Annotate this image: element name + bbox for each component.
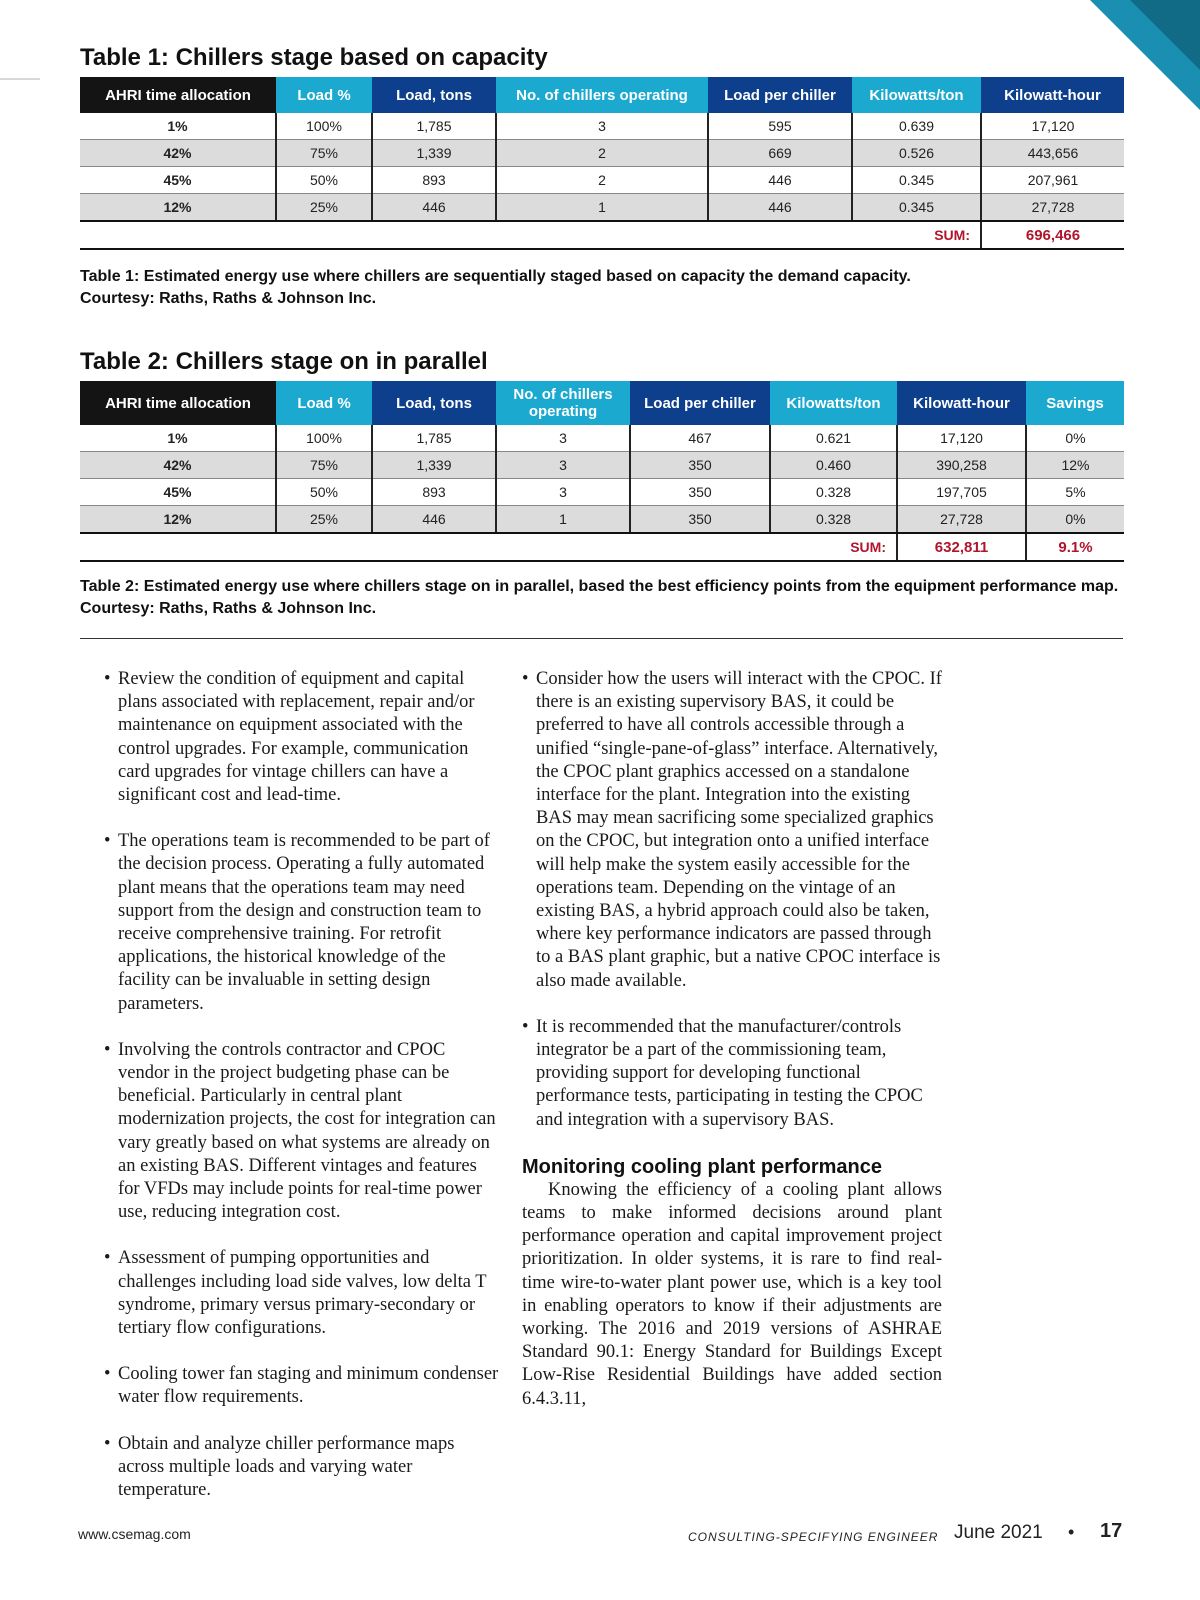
bullet-text: Review the condition of equipment and capital plans associated with replacement, repair and/or maintenance on equipment associated with the control upgrades. For example, communication card upgrades for vintage chillers can have a significant cost and lead-time.	[118, 669, 475, 806]
table1-caption	[80, 266, 1120, 310]
table1-col-header: Kilowatts/ton	[852, 77, 981, 113]
table-cell: 350	[630, 479, 770, 506]
table-cell: 446	[372, 506, 496, 534]
table-cell: 443,656	[981, 140, 1124, 167]
table-cell: 893	[372, 479, 496, 506]
table2-sum-row	[80, 533, 1124, 561]
table-row	[80, 167, 1124, 194]
table-cell: 0.328	[770, 479, 897, 506]
sum-savings: 9.1%	[1026, 533, 1124, 561]
table-cell: 0.460	[770, 452, 897, 479]
table-cell: 17,120	[897, 425, 1026, 452]
table-cell: 350	[630, 452, 770, 479]
table-cell: 467	[630, 425, 770, 452]
table-cell: 27,728	[981, 194, 1124, 222]
table2	[80, 381, 1124, 562]
table-cell: 42%	[80, 452, 276, 479]
table2-col-header: Load %	[276, 381, 372, 425]
table-cell: 5%	[1026, 479, 1124, 506]
table-cell: 12%	[80, 506, 276, 534]
table-cell: 100%	[276, 113, 372, 140]
table-row	[80, 113, 1124, 140]
table-cell: 1,339	[372, 452, 496, 479]
bullet-icon: •	[522, 1016, 529, 1037]
table-row	[80, 506, 1124, 534]
table-cell: 25%	[276, 506, 372, 534]
table1-col-header: Load per chiller	[708, 77, 852, 113]
corner-accent-dark	[1130, 0, 1200, 70]
sum-value: 632,811	[897, 533, 1026, 561]
footer-date: June 2021	[954, 1522, 1043, 1543]
table-row	[80, 194, 1124, 222]
section-divider	[80, 638, 1123, 639]
table2-col-header: Kilowatt-hour	[897, 381, 1026, 425]
bullet-icon: •	[104, 831, 111, 852]
bullet-item	[104, 1247, 499, 1340]
table1-sum-row	[80, 221, 1124, 249]
section-heading: Monitoring cooling plant performance	[522, 1155, 882, 1178]
table1-col-header: No. of chillers operating	[496, 77, 708, 113]
table-cell: 3	[496, 452, 630, 479]
table-cell: 1,785	[372, 425, 496, 452]
table2-col-header: AHRI time allocation	[80, 381, 276, 425]
table-cell: 42%	[80, 140, 276, 167]
table1-col-header: Load, tons	[372, 77, 496, 113]
table-cell: 3	[496, 113, 708, 140]
table2-col-header: Load, tons	[372, 381, 496, 425]
table-cell: 446	[372, 194, 496, 222]
bullet-item	[104, 1039, 499, 1225]
table-cell: 25%	[276, 194, 372, 222]
table1-caption-line1: Table 1: Estimated energy use where chillers are sequentially staged based on capacity the demand capacity.	[80, 268, 911, 285]
table-cell: 75%	[276, 140, 372, 167]
bullet-item	[104, 830, 499, 1016]
table-cell: 17,120	[981, 113, 1124, 140]
table-row	[80, 452, 1124, 479]
table1-col-header: Kilowatt-hour	[981, 77, 1124, 113]
table-cell: 0.526	[852, 140, 981, 167]
table2-col-header: No. of chillers operating	[496, 381, 630, 425]
table-cell: 2	[496, 167, 708, 194]
table-cell: 0%	[1026, 506, 1124, 534]
table2-col-header: Savings	[1026, 381, 1124, 425]
table1	[80, 77, 1124, 250]
bullet-icon: •	[522, 669, 529, 689]
table-cell: 3	[496, 425, 630, 452]
table1-caption-line2: Courtesy: Raths, Raths & Johnson Inc.	[80, 290, 377, 307]
table-cell: 0%	[1026, 425, 1124, 452]
bullet-item	[104, 1363, 499, 1409]
table-cell: 0.328	[770, 506, 897, 534]
bullet-text: Consider how the users will interact with the CPOC. If there is an existing supervisory BAS, it could be preferred to have all controls accessible through a unified “single-pane-of-glass” interface. Alternatively, the CPOC plant graphics accessed on a standalone interface for the plant. Integration into the existing BAS may mean sacrificing some specialized graphics on the CPOC, but integration onto a unified interface will help make the system easily accessible for the operations team. Depending on the vintage of an existing BAS, a hybrid approach could also be taken, where key performance indicators are passed through to a BAS plant graphic, but a native CPOC interface is also made available.	[536, 669, 942, 991]
bullet-item	[522, 1016, 942, 1132]
bullet-text: Cooling tower fan staging and minimum condenser water flow requirements.	[118, 1364, 499, 1408]
table-cell: 27,728	[897, 506, 1026, 534]
table-cell: 12%	[1026, 452, 1124, 479]
bullet-item	[522, 668, 942, 993]
table2-header-row	[80, 381, 1124, 425]
table2-col-header: Kilowatts/ton	[770, 381, 897, 425]
page-number: 17	[1100, 1520, 1123, 1542]
table-row	[80, 425, 1124, 452]
table-cell: 1,785	[372, 113, 496, 140]
right-column	[522, 668, 942, 1411]
bullet-text: Assessment of pumping opportunities and challenges including load side valves, low delta T syndrome, primary versus primary-secondary or tertiary flow configurations.	[118, 1248, 487, 1339]
table-cell: 197,705	[897, 479, 1026, 506]
table-cell: 446	[708, 194, 852, 222]
table1-title: Table 1: Chillers stage based on capacity	[80, 44, 548, 71]
table-cell: 75%	[276, 452, 372, 479]
table-cell: 0.345	[852, 194, 981, 222]
table2-title: Table 2: Chillers stage on in parallel	[80, 348, 488, 375]
table-row	[80, 479, 1124, 506]
table-cell: 0.345	[852, 167, 981, 194]
table-cell: 100%	[276, 425, 372, 452]
sum-label: SUM:	[80, 533, 897, 561]
table-cell: 45%	[80, 167, 276, 194]
table-cell: 1%	[80, 113, 276, 140]
table2-col-header: Load per chiller	[630, 381, 770, 425]
bullet-text: Obtain and analyze chiller performance maps across multiple loads and varying water temperature.	[118, 1433, 455, 1501]
table2-caption: Table 2: Estimated energy use where chillers stage on in parallel, based the best efficiency points from the equipment performance map. Courtesy: Raths, Raths & Johnson Inc.	[80, 578, 1119, 617]
table-cell: 1	[496, 506, 630, 534]
sum-value: 696,466	[981, 221, 1124, 249]
table-cell: 595	[708, 113, 852, 140]
table-cell: 893	[372, 167, 496, 194]
bullet-icon: •	[104, 1248, 111, 1269]
bullet-item	[104, 1433, 499, 1503]
table1-header-row	[80, 77, 1124, 113]
footer-website: www.csemag.com	[78, 1526, 191, 1542]
table-cell: 50%	[276, 167, 372, 194]
bullet-text: It is recommended that the manufacturer/controls integrator be a part of the commissioning team, providing support for developing functional performance tests, participating in testing the CPOC and integration with a supervisory BAS.	[536, 1016, 923, 1130]
bullet-icon: •	[104, 1433, 111, 1454]
footer-publication: CONSULTING-SPECIFYING ENGINEER	[688, 1530, 939, 1544]
table-cell: 390,258	[897, 452, 1026, 479]
bullet-icon: •	[104, 669, 111, 689]
bullet-text: The operations team is recommended to be part of the decision process. Operating a fully automated plant means that the operations team may need support from the design and construction team to receive comprehensive training. For retrofit applications, the historical knowledge of the facility can be invaluable in setting design parameters.	[118, 831, 490, 1014]
table-cell: 0.639	[852, 113, 981, 140]
table-cell: 12%	[80, 194, 276, 222]
section-body: Knowing the efficiency of a cooling plant allows teams to make informed decisions around plant performance operation and capital improvement project prioritization. In older systems, it is rare to find real-time wire-to-water plant power use, which is a key tool in enabling operators to know if their adjustments are working. The 2016 and 2019 versions of ASHRAE Standard 90.1: Energy Standard for Buildings Except Low-Rise Residential Buildings have added section 6.4.3.11,	[522, 1179, 942, 1409]
table-cell: 1%	[80, 425, 276, 452]
bullet-icon: •	[104, 1364, 111, 1385]
table-cell: 207,961	[981, 167, 1124, 194]
table-cell: 3	[496, 479, 630, 506]
table-cell: 50%	[276, 479, 372, 506]
sum-label: SUM:	[80, 221, 981, 249]
table1-col-header: Load %	[276, 77, 372, 113]
bullet-text: Involving the controls contractor and CPOC vendor in the project budgeting phase can be beneficial. Particularly in central plant modernization projects, the cost for integration can vary greatly based on what systems are already on an existing BAS. Different vintages and features for VFDs may include points for real-time power use, reducing integration cost.	[118, 1039, 496, 1223]
table-cell: 2	[496, 140, 708, 167]
left-column	[104, 668, 499, 1525]
table-cell: 1	[496, 194, 708, 222]
bullet-item	[104, 668, 499, 807]
table-cell: 1,339	[372, 140, 496, 167]
footer-separator: •	[1068, 1522, 1075, 1542]
table-cell: 669	[708, 140, 852, 167]
table-cell: 446	[708, 167, 852, 194]
bullet-icon: •	[104, 1039, 111, 1060]
table1-col-header: AHRI time allocation	[80, 77, 276, 113]
table-row	[80, 140, 1124, 167]
table-cell: 45%	[80, 479, 276, 506]
table-cell: 0.621	[770, 425, 897, 452]
margin-divider	[0, 78, 40, 80]
table-cell: 350	[630, 506, 770, 534]
